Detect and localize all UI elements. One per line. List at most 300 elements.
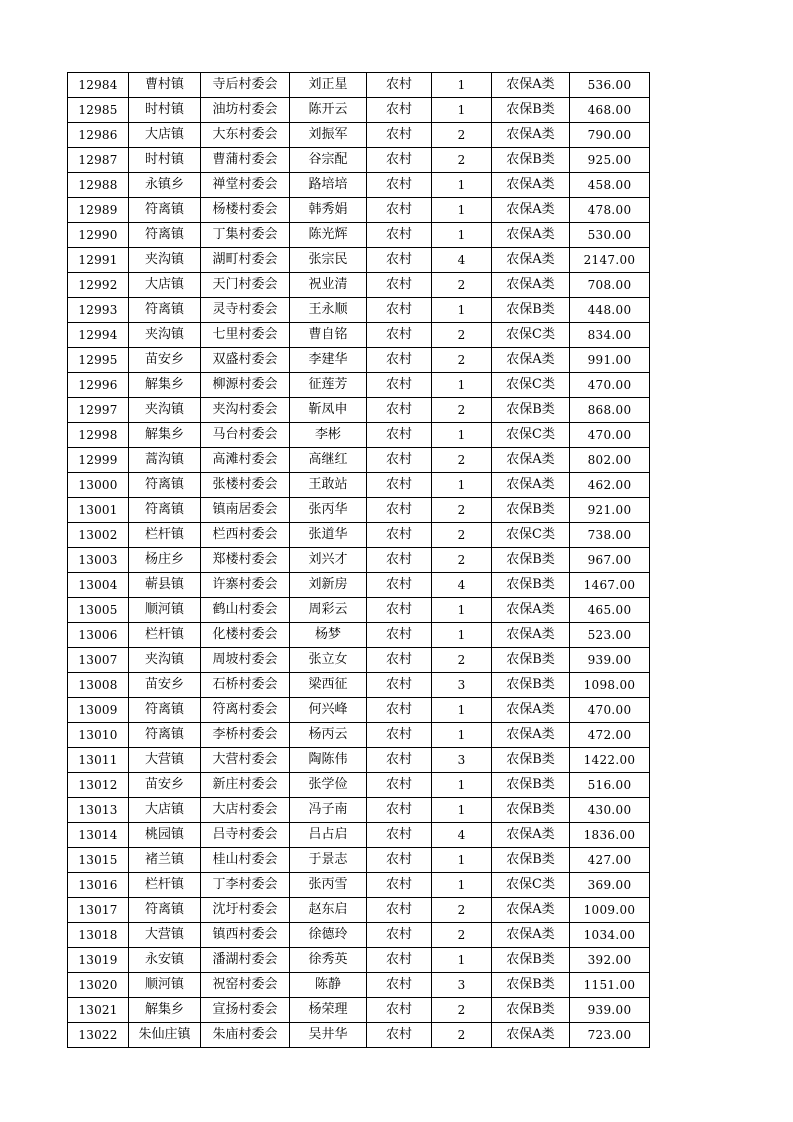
name-cell: 刘振军 [290,123,367,148]
township-cell: 符离镇 [129,898,201,923]
village-committee-cell: 宣扬村委会 [201,998,290,1023]
insurance-class-cell: 农保A类 [492,823,570,848]
village-committee-cell: 灵寺村委会 [201,298,290,323]
amount-cell: 470.00 [570,423,650,448]
record-id-cell: 13003 [68,548,129,573]
township-cell: 大店镇 [129,123,201,148]
insurance-class-cell: 农保A类 [492,123,570,148]
household-type-cell: 农村 [367,248,432,273]
insurance-class-cell: 农保B类 [492,573,570,598]
insurance-class-cell: 农保A类 [492,223,570,248]
table-row [68,548,650,573]
village-committee-cell: 吕寺村委会 [201,823,290,848]
insurance-class-cell: 农保B类 [492,748,570,773]
record-id-cell: 13005 [68,598,129,623]
household-type-cell: 农村 [367,348,432,373]
table-row [68,998,650,1023]
member-count-cell: 1 [432,98,492,123]
household-type-cell: 农村 [367,523,432,548]
household-type-cell: 农村 [367,623,432,648]
amount-cell: 369.00 [570,873,650,898]
record-id-cell: 12994 [68,323,129,348]
insurance-class-cell: 农保A类 [492,198,570,223]
village-committee-cell: 丁集村委会 [201,223,290,248]
village-committee-cell: 符离村委会 [201,698,290,723]
name-cell: 冯子南 [290,798,367,823]
household-type-cell: 农村 [367,73,432,98]
name-cell: 高继红 [290,448,367,473]
name-cell: 王敢站 [290,473,367,498]
township-cell: 苗安乡 [129,773,201,798]
name-cell: 刘兴才 [290,548,367,573]
household-type-cell: 农村 [367,923,432,948]
member-count-cell: 3 [432,673,492,698]
household-type-cell: 农村 [367,723,432,748]
village-committee-cell: 化楼村委会 [201,623,290,648]
amount-cell: 991.00 [570,348,650,373]
member-count-cell: 2 [432,998,492,1023]
record-id-cell: 12990 [68,223,129,248]
member-count-cell: 4 [432,823,492,848]
township-cell: 栏杆镇 [129,623,201,648]
record-id-cell: 12989 [68,198,129,223]
township-cell: 曹村镇 [129,73,201,98]
name-cell: 刘正星 [290,73,367,98]
member-count-cell: 2 [432,348,492,373]
insurance-class-cell: 农保B类 [492,98,570,123]
record-id-cell: 12998 [68,423,129,448]
amount-cell: 925.00 [570,148,650,173]
township-cell: 夹沟镇 [129,648,201,673]
member-count-cell: 1 [432,723,492,748]
name-cell: 路培培 [290,173,367,198]
name-cell: 杨荣理 [290,998,367,1023]
table-row [68,948,650,973]
record-id-cell: 13012 [68,773,129,798]
member-count-cell: 4 [432,248,492,273]
township-cell: 朱仙庄镇 [129,1023,201,1048]
table-row [68,723,650,748]
record-id-cell: 12986 [68,123,129,148]
amount-cell: 516.00 [570,773,650,798]
data-table-container [67,72,650,1048]
record-id-cell: 12985 [68,98,129,123]
name-cell: 吕占启 [290,823,367,848]
township-cell: 符离镇 [129,223,201,248]
record-id-cell: 13018 [68,923,129,948]
insurance-class-cell: 农保A类 [492,623,570,648]
insurance-class-cell: 农保B类 [492,998,570,1023]
amount-cell: 470.00 [570,373,650,398]
name-cell: 靳凤申 [290,398,367,423]
amount-cell: 723.00 [570,1023,650,1048]
village-committee-cell: 镇西村委会 [201,923,290,948]
record-id-cell: 13017 [68,898,129,923]
record-id-cell: 12992 [68,273,129,298]
name-cell: 何兴峰 [290,698,367,723]
insurance-class-cell: 农保C类 [492,523,570,548]
household-type-cell: 农村 [367,323,432,348]
record-id-cell: 13011 [68,748,129,773]
village-committee-cell: 丁李村委会 [201,873,290,898]
household-type-cell: 农村 [367,273,432,298]
amount-cell: 458.00 [570,173,650,198]
township-cell: 解集乡 [129,373,201,398]
table-row [68,448,650,473]
township-cell: 顺河镇 [129,973,201,998]
name-cell: 张丙雪 [290,873,367,898]
table-body [68,73,650,1048]
township-cell: 栏杆镇 [129,523,201,548]
member-count-cell: 1 [432,623,492,648]
township-cell: 符离镇 [129,298,201,323]
village-committee-cell: 大东村委会 [201,123,290,148]
table-row [68,848,650,873]
table-row [68,923,650,948]
member-count-cell: 2 [432,648,492,673]
household-type-cell: 农村 [367,448,432,473]
table-row [68,623,650,648]
household-type-cell: 农村 [367,423,432,448]
name-cell: 李彬 [290,423,367,448]
household-type-cell: 农村 [367,898,432,923]
member-count-cell: 2 [432,273,492,298]
township-cell: 大店镇 [129,273,201,298]
village-committee-cell: 祝窑村委会 [201,973,290,998]
village-committee-cell: 杨楼村委会 [201,198,290,223]
name-cell: 谷宗配 [290,148,367,173]
insurance-class-cell: 农保B类 [492,398,570,423]
amount-cell: 738.00 [570,523,650,548]
amount-cell: 1034.00 [570,923,650,948]
member-count-cell: 2 [432,1023,492,1048]
member-count-cell: 1 [432,848,492,873]
village-committee-cell: 桂山村委会 [201,848,290,873]
amount-cell: 478.00 [570,198,650,223]
insurance-class-cell: 农保B类 [492,848,570,873]
village-committee-cell: 马台村委会 [201,423,290,448]
insurance-class-cell: 农保C类 [492,873,570,898]
amount-cell: 470.00 [570,698,650,723]
name-cell: 于景志 [290,848,367,873]
township-cell: 夹沟镇 [129,398,201,423]
township-cell: 符离镇 [129,698,201,723]
household-type-cell: 农村 [367,473,432,498]
record-id-cell: 13014 [68,823,129,848]
insurance-class-cell: 农保A类 [492,448,570,473]
insurance-class-cell: 农保A类 [492,348,570,373]
household-type-cell: 农村 [367,298,432,323]
township-cell: 解集乡 [129,423,201,448]
insurance-class-cell: 农保A类 [492,173,570,198]
table-row [68,698,650,723]
name-cell: 张立女 [290,648,367,673]
township-cell: 大店镇 [129,798,201,823]
insurance-class-cell: 农保C类 [492,373,570,398]
insurance-class-cell: 农保A类 [492,698,570,723]
name-cell: 徐德玲 [290,923,367,948]
member-count-cell: 1 [432,298,492,323]
table-row [68,173,650,198]
member-count-cell: 1 [432,473,492,498]
name-cell: 赵东启 [290,898,367,923]
table-row [68,773,650,798]
name-cell: 张宗民 [290,248,367,273]
record-id-cell: 13004 [68,573,129,598]
record-id-cell: 12988 [68,173,129,198]
member-count-cell: 1 [432,223,492,248]
record-id-cell: 13009 [68,698,129,723]
household-type-cell: 农村 [367,1023,432,1048]
name-cell: 吴井华 [290,1023,367,1048]
member-count-cell: 1 [432,873,492,898]
village-committee-cell: 夹沟村委会 [201,398,290,423]
insurance-class-cell: 农保A类 [492,248,570,273]
table-row [68,823,650,848]
household-type-cell: 农村 [367,148,432,173]
member-count-cell: 1 [432,198,492,223]
village-committee-cell: 李桥村委会 [201,723,290,748]
record-id-cell: 12987 [68,148,129,173]
village-committee-cell: 高滩村委会 [201,448,290,473]
village-committee-cell: 湖町村委会 [201,248,290,273]
village-committee-cell: 张楼村委会 [201,473,290,498]
household-type-cell: 农村 [367,598,432,623]
amount-cell: 708.00 [570,273,650,298]
record-id-cell: 13010 [68,723,129,748]
township-cell: 苗安乡 [129,348,201,373]
village-committee-cell: 七里村委会 [201,323,290,348]
insurance-class-cell: 农保A类 [492,898,570,923]
township-cell: 符离镇 [129,473,201,498]
village-committee-cell: 大店村委会 [201,798,290,823]
township-cell: 解集乡 [129,998,201,1023]
member-count-cell: 2 [432,148,492,173]
table-row [68,598,650,623]
household-type-cell: 农村 [367,798,432,823]
name-cell: 陈开云 [290,98,367,123]
subsidy-table [67,72,650,1048]
table-row [68,573,650,598]
household-type-cell: 农村 [367,648,432,673]
household-type-cell: 农村 [367,373,432,398]
insurance-class-cell: 农保B类 [492,148,570,173]
table-row [68,348,650,373]
table-row [68,223,650,248]
name-cell: 杨梦 [290,623,367,648]
household-type-cell: 农村 [367,98,432,123]
insurance-class-cell: 农保B类 [492,973,570,998]
amount-cell: 523.00 [570,623,650,648]
name-cell: 祝业清 [290,273,367,298]
township-cell: 褚兰镇 [129,848,201,873]
member-count-cell: 2 [432,123,492,148]
household-type-cell: 农村 [367,698,432,723]
household-type-cell: 农村 [367,773,432,798]
household-type-cell: 农村 [367,573,432,598]
household-type-cell: 农村 [367,873,432,898]
household-type-cell: 农村 [367,848,432,873]
table-row [68,273,650,298]
household-type-cell: 农村 [367,948,432,973]
village-committee-cell: 曹蒲村委会 [201,148,290,173]
name-cell: 韩秀娟 [290,198,367,223]
township-cell: 夹沟镇 [129,248,201,273]
member-count-cell: 2 [432,898,492,923]
insurance-class-cell: 农保B类 [492,798,570,823]
table-row [68,673,650,698]
amount-cell: 802.00 [570,448,650,473]
township-cell: 蒿沟镇 [129,448,201,473]
township-cell: 苗安乡 [129,673,201,698]
member-count-cell: 2 [432,498,492,523]
village-committee-cell: 禅堂村委会 [201,173,290,198]
insurance-class-cell: 农保B类 [492,298,570,323]
table-row [68,473,650,498]
village-committee-cell: 石桥村委会 [201,673,290,698]
member-count-cell: 1 [432,173,492,198]
member-count-cell: 2 [432,398,492,423]
insurance-class-cell: 农保C类 [492,423,570,448]
amount-cell: 468.00 [570,98,650,123]
name-cell: 曹自铭 [290,323,367,348]
insurance-class-cell: 农保B类 [492,548,570,573]
member-count-cell: 1 [432,798,492,823]
table-row [68,748,650,773]
township-cell: 夹沟镇 [129,323,201,348]
village-committee-cell: 沈圩村委会 [201,898,290,923]
insurance-class-cell: 农保A类 [492,598,570,623]
name-cell: 陶陈伟 [290,748,367,773]
record-id-cell: 12995 [68,348,129,373]
record-id-cell: 13020 [68,973,129,998]
insurance-class-cell: 农保A类 [492,273,570,298]
village-committee-cell: 新庄村委会 [201,773,290,798]
amount-cell: 1151.00 [570,973,650,998]
name-cell: 王永顺 [290,298,367,323]
amount-cell: 472.00 [570,723,650,748]
amount-cell: 1467.00 [570,573,650,598]
name-cell: 征莲芳 [290,373,367,398]
village-committee-cell: 油坊村委会 [201,98,290,123]
record-id-cell: 12999 [68,448,129,473]
member-count-cell: 2 [432,323,492,348]
name-cell: 周彩云 [290,598,367,623]
amount-cell: 967.00 [570,548,650,573]
insurance-class-cell: 农保B类 [492,948,570,973]
record-id-cell: 13007 [68,648,129,673]
name-cell: 陈静 [290,973,367,998]
amount-cell: 536.00 [570,73,650,98]
table-row [68,398,650,423]
township-cell: 杨庄乡 [129,548,201,573]
village-committee-cell: 鹤山村委会 [201,598,290,623]
member-count-cell: 2 [432,548,492,573]
record-id-cell: 12984 [68,73,129,98]
record-id-cell: 12991 [68,248,129,273]
record-id-cell: 13001 [68,498,129,523]
member-count-cell: 2 [432,523,492,548]
household-type-cell: 农村 [367,548,432,573]
table-row [68,798,650,823]
table-row [68,98,650,123]
village-committee-cell: 镇南居委会 [201,498,290,523]
township-cell: 时村镇 [129,148,201,173]
member-count-cell: 3 [432,973,492,998]
member-count-cell: 2 [432,448,492,473]
township-cell: 时村镇 [129,98,201,123]
village-committee-cell: 大营村委会 [201,748,290,773]
member-count-cell: 1 [432,773,492,798]
insurance-class-cell: 农保A类 [492,723,570,748]
amount-cell: 939.00 [570,648,650,673]
amount-cell: 465.00 [570,598,650,623]
township-cell: 蕲县镇 [129,573,201,598]
name-cell: 张学俭 [290,773,367,798]
table-row [68,123,650,148]
table-row [68,248,650,273]
township-cell: 永镇乡 [129,173,201,198]
amount-cell: 1836.00 [570,823,650,848]
member-count-cell: 1 [432,598,492,623]
township-cell: 栏杆镇 [129,873,201,898]
household-type-cell: 农村 [367,748,432,773]
village-committee-cell: 天门村委会 [201,273,290,298]
insurance-class-cell: 农保B类 [492,773,570,798]
insurance-class-cell: 农保A类 [492,473,570,498]
amount-cell: 1009.00 [570,898,650,923]
amount-cell: 921.00 [570,498,650,523]
household-type-cell: 农村 [367,673,432,698]
record-id-cell: 13013 [68,798,129,823]
record-id-cell: 12993 [68,298,129,323]
name-cell: 梁西征 [290,673,367,698]
table-row [68,898,650,923]
village-committee-cell: 寺后村委会 [201,73,290,98]
table-row [68,1023,650,1048]
household-type-cell: 农村 [367,973,432,998]
amount-cell: 530.00 [570,223,650,248]
village-committee-cell: 郑楼村委会 [201,548,290,573]
household-type-cell: 农村 [367,198,432,223]
table-row [68,323,650,348]
insurance-class-cell: 农保A类 [492,1023,570,1048]
township-cell: 顺河镇 [129,598,201,623]
amount-cell: 1422.00 [570,748,650,773]
member-count-cell: 1 [432,698,492,723]
record-id-cell: 13015 [68,848,129,873]
village-committee-cell: 栏西村委会 [201,523,290,548]
member-count-cell: 1 [432,73,492,98]
name-cell: 杨丙云 [290,723,367,748]
insurance-class-cell: 农保B类 [492,673,570,698]
member-count-cell: 1 [432,948,492,973]
township-cell: 大营镇 [129,748,201,773]
member-count-cell: 1 [432,423,492,448]
record-id-cell: 13000 [68,473,129,498]
amount-cell: 939.00 [570,998,650,1023]
record-id-cell: 13016 [68,873,129,898]
table-row [68,498,650,523]
amount-cell: 834.00 [570,323,650,348]
amount-cell: 448.00 [570,298,650,323]
table-row [68,148,650,173]
table-row [68,873,650,898]
amount-cell: 790.00 [570,123,650,148]
record-id-cell: 13021 [68,998,129,1023]
township-cell: 大营镇 [129,923,201,948]
record-id-cell: 12996 [68,373,129,398]
